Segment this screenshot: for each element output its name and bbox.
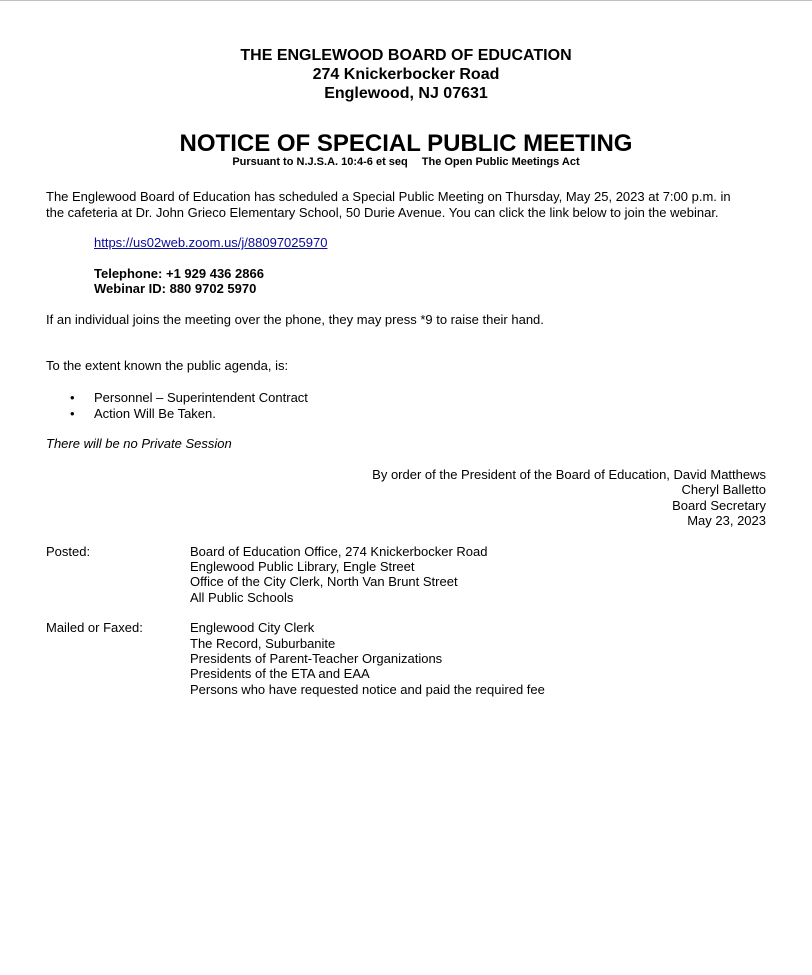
statute-reference: Pursuant to N.J.S.A. 10:4-6 et seq [232,156,408,168]
agenda-item: Personnel – Superintendent Contract [94,390,308,405]
webinar-link[interactable]: https://us02web.zoom.us/j/88097025970 [94,235,328,250]
secretary-role: Board Secretary [672,498,766,513]
mailed-label: Mailed or Faxed: [46,620,143,635]
page-top-border [0,0,812,1]
posted-location: All Public Schools [190,590,294,605]
posted-location: Office of the City Clerk, North Van Brunt Street [190,574,458,589]
signature-date: May 23, 2023 [687,513,766,528]
org-name: THE ENGLEWOOD BOARD OF EDUCATION [240,47,572,64]
posted-location: Englewood Public Library, Engle Street [190,559,415,574]
secretary-name: Cheryl Balletto [681,482,766,497]
notice-subtitle [0,156,812,169]
notice-title: NOTICE OF SPECIAL PUBLIC MEETING [179,130,633,157]
org-street: 274 Knickerbocker Road [312,66,500,83]
posted-location: Board of Education Office, 274 Knickerbocker Road [190,544,488,559]
mailed-recipient: The Record, Suburbanite [190,636,336,651]
posted-label: Posted: [46,544,91,559]
private-session-note: There will be no Private Session [46,436,232,451]
bullet-icon: • [70,390,75,405]
mailed-recipient: Persons who have requested notice and paid the required fee [190,682,545,697]
act-name: The Open Public Meetings Act [421,156,580,168]
bullet-icon: • [70,406,75,421]
intro-line-2: the cafeteria at Dr. John Grieco Elementary School, 50 Durie Avenue. You can click the link below to join the webinar. [46,205,719,220]
order-line: By order of the President of the Board of Education, David Matthews [372,467,766,482]
telephone-number: Telephone: +1 929 436 2866 [94,266,264,281]
webinar-id: Webinar ID: 880 9702 5970 [94,281,257,296]
mailed-recipient: Presidents of Parent-Teacher Organizations [190,651,443,666]
mailed-recipient: Presidents of the ETA and EAA [190,666,370,681]
agenda-item: Action Will Be Taken. [94,406,216,421]
phone-note: If an individual joins the meeting over the phone, they may press *9 to raise their hand. [46,312,544,327]
agenda-intro: To the extent known the public agenda, is: [46,358,289,373]
org-city: Englewood, NJ 07631 [324,85,488,102]
mailed-recipient: Englewood City Clerk [190,620,315,635]
intro-line-1: The Englewood Board of Education has scheduled a Special Public Meeting on Thursday, May 25, 2023 at 7:00 p.m. in [46,189,731,204]
